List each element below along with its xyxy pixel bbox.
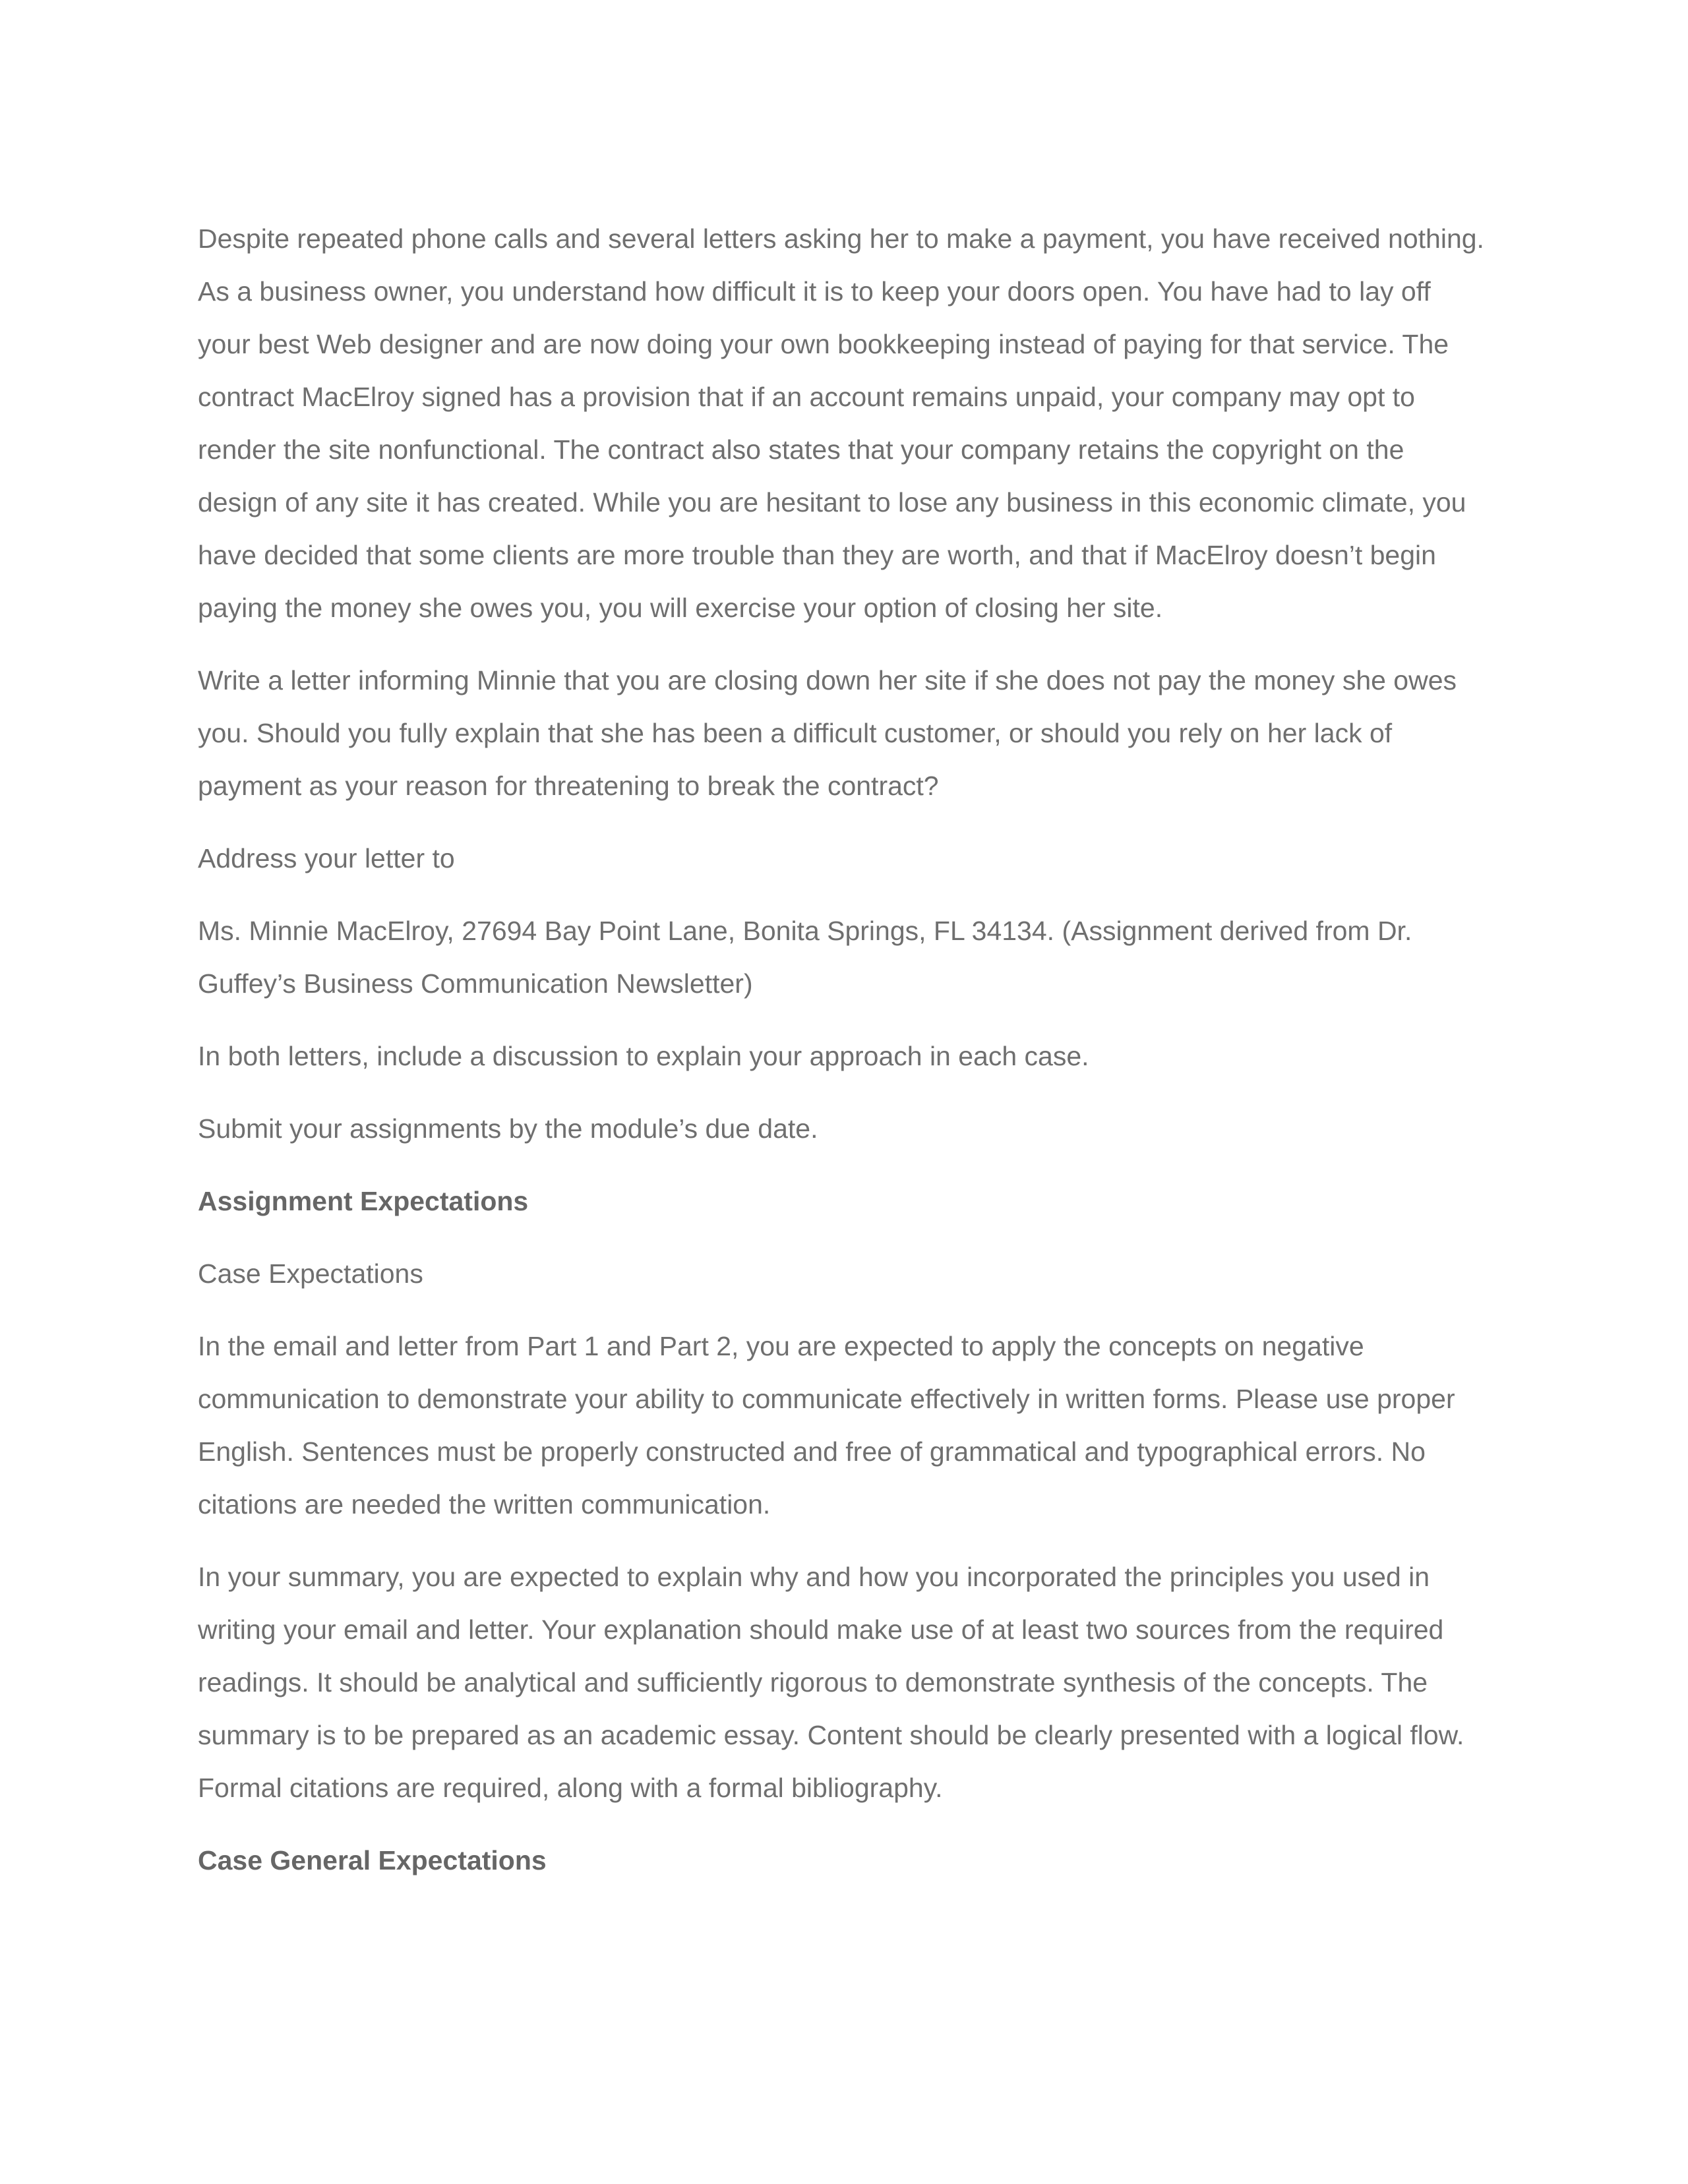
heading-assignment-expectations: Assignment Expectations (198, 1186, 529, 1216)
subheading-case-expectations: Case Expectations (198, 1258, 423, 1289)
paragraph-discussion-note: In both letters, include a discussion to explain your approach in each case. (198, 1041, 1089, 1071)
paragraph-address: Ms. Minnie MacElroy, 27694 Bay Point Lane, Bonita Springs, FL 34134. (Assignment derived from Dr. Guffey’s Business Communication Newsletter) (198, 916, 1412, 999)
paragraph-submit-note: Submit your assignments by the module’s due date. (198, 1113, 818, 1144)
paragraph-email-letter-expectations: In the email and letter from Part 1 and Part 2, you are expected to apply the concepts on negative communication to demonstrate your ability to communicate effectively in written forms. Please use proper English. Sentences must be properly constructed and free of grammatical and typographical errors. No citations are needed the written communication. (198, 1331, 1455, 1520)
heading-case-general-expectations: Case General Expectations (198, 1845, 547, 1875)
paragraph-summary-expectations: In your summary, you are expected to explain why and how you incorporated the principles you used in writing your email and letter. Your explanation should make use of at least two sources from the required readings. It should be analytical and sufficiently rigorous to demonstrate synthesis of the concepts. The summary is to be prepared as an academic essay. Content should be clearly presented with a logical flow. Formal citations are required, along with a formal bibliography. (198, 1562, 1464, 1803)
paragraph-address-intro: Address your letter to (198, 843, 455, 873)
document-page (198, 212, 1490, 1906)
paragraph-letter-instructions: Write a letter informing Minnie that you are closing down her site if she does not pay the money she owes you. Should you fully explain that she has been a difficult customer, or should you rely on her lack of payment as your reason for threatening to break the contract? (198, 665, 1457, 801)
paragraph-macelroy-situation: Despite repeated phone calls and several letters asking her to make a payment, you have received nothing. As a business owner, you understand how difficult it is to keep your doors open. You have had to lay off your best Web designer and are now doing your own bookkeeping instead of paying for that service. The contract MacElroy signed has a provision that if an account remains unpaid, your company may opt to render the site nonfunctional. The contract also states that your company retains the copyright on the design of any site it has created. While you are hesitant to lose any business in this economic climate, you have decided that some clients are more trouble than they are worth, and that if MacElroy doesn’t begin paying the money she owes you, you will exercise your option of closing her site. (198, 223, 1484, 623)
